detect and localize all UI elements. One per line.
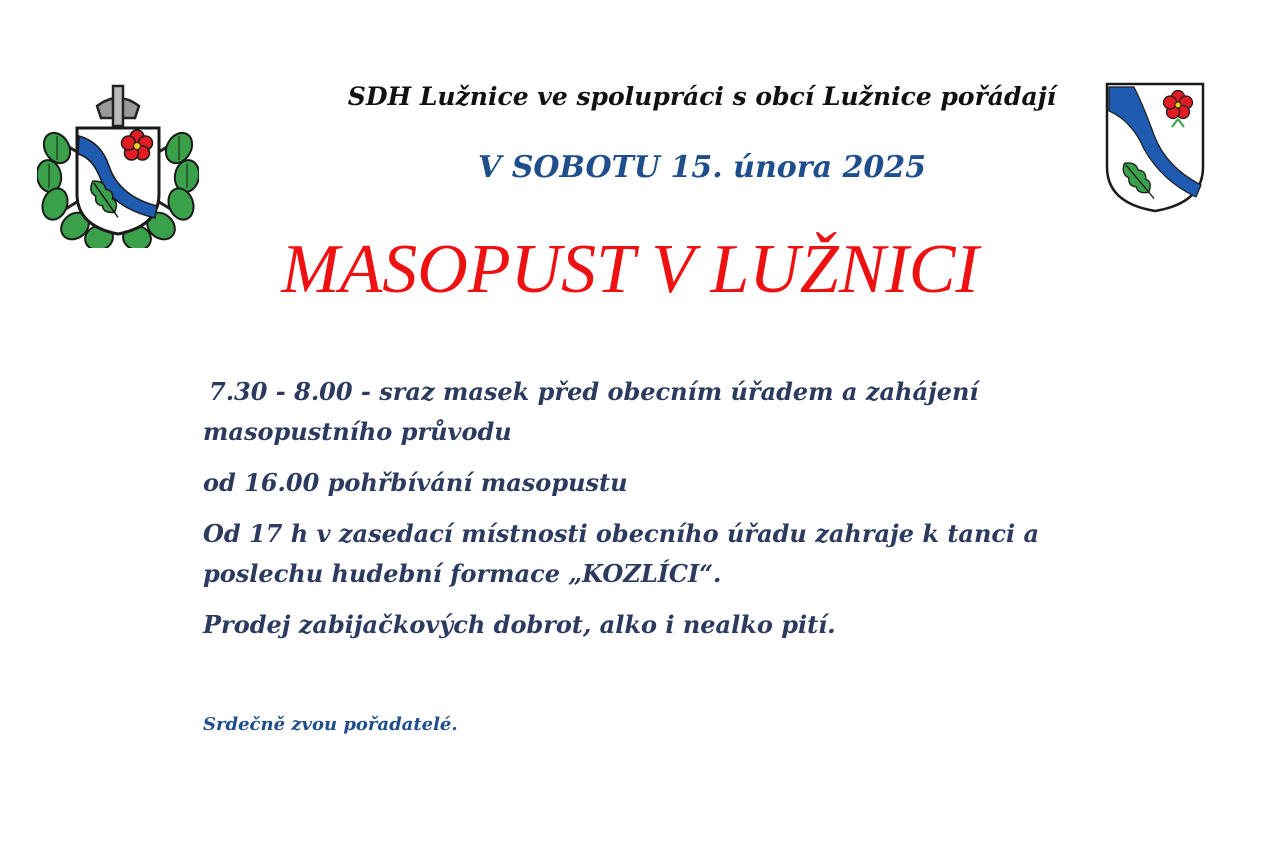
schedule-item-music: Od 17 h v zasedací místnosti obecního úřadu zahraje k tanci a poslechu hudební formace „KOZLÍCI“. (203, 519, 1040, 588)
schedule-list (203, 372, 1103, 656)
organizers-line: SDH Lužnice ve spolupráci s obcí Lužnice pořádají (347, 82, 1057, 111)
fire-brigade-emblem-icon (37, 84, 199, 248)
closing-invitation: Srdečně zvou pořadatelé. (203, 714, 458, 735)
schedule-item-gathering: 7.30 - 8.00 - sraz masek před obecním úřadem a zahájení masopustního průvodu (203, 377, 979, 446)
event-title: MASOPUST V LUŽNICI (281, 231, 979, 308)
event-date: V SOBOTU 15. února 2025 (478, 150, 926, 185)
schedule-item-burial: od 16.00 pohřbívání masopustu (203, 468, 628, 497)
schedule-item-refreshments: Prodej zabijačkových dobrot, alko i nealko pití. (203, 610, 836, 639)
